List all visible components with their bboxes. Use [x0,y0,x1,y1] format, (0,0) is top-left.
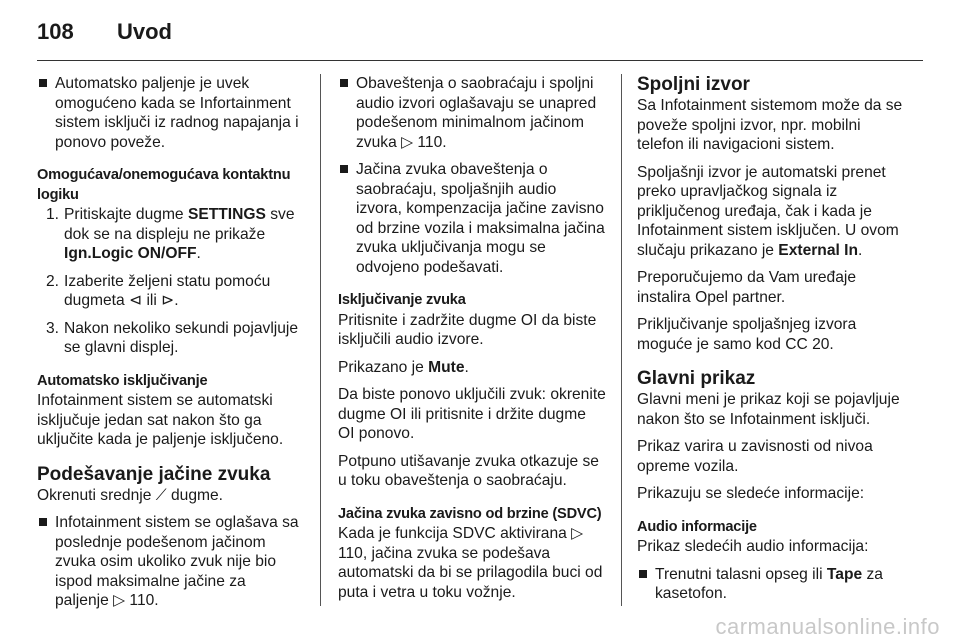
paragraph: Pritisnite i zadržite dugme OI da biste isključili audio izvore. [338,311,597,348]
subheading: Audio informacije [637,518,757,535]
paragraph: Spoljašnji izvor je automatski prenet preko upravljačkog signala iz priključenog uređaja, čak i kada je Infotainment sistem isključen. U ovom slučaju prikazano je External In. [637,163,899,259]
paragraph: Preporučujemo da Vam uređaje instalira Opel partner. [637,269,857,306]
step-item: 3. Nakon nekoliko sekundi pojavljuje se glavni displej. [46,319,299,356]
list-item: Trenutni talasni opseg ili Tape za kasetofon. [637,565,907,604]
column-2 [338,74,606,610]
subheading: Isključivanje zvuka [338,292,466,308]
paragraph: Potpuno utišavanje zvuka otkazuje se u toku obaveštenja o saobraćaju. [338,452,599,489]
column-1 [37,74,303,619]
right-arrow-icon: ⊳ [161,292,175,309]
subheading: Jačina zvuka zavisno od brzine (SDVC) [338,505,602,522]
section-heading: Spoljni izvor [637,74,750,95]
watermark: carmanualsonline.info [715,614,940,639]
paragraph: Sa Infotainment sistemom može da se poveže spoljni izvor, npr. mobilni telefon ili navigacioni sistem. [637,97,903,153]
subheading: Omogućava/onemogućava kontaktnu logiku [37,167,291,203]
chapter-title: Uvod [117,19,172,44]
step-item: 2. Izaberite željeni statu pomoću dugmeta ⊲ ili ⊳. [46,272,271,309]
paragraph: Prikaz varira u zavisnosti od nivoa opreme vozila. [637,438,873,475]
bullet-square-icon [340,79,348,87]
paragraph: Prikazuju se sledeće informacije: [637,485,865,502]
subheading: Automatsko isključivanje [37,372,208,389]
left-arrow-icon: ⊲ [129,292,143,309]
section-heading: Glavni prikaz [637,368,756,389]
column-divider [320,74,321,606]
column-divider [621,74,622,606]
column-3 [637,74,907,612]
paragraph: Infotainment sistem se automatski isključuje jedan sat nakon što ga uključite kada je paljenje isključeno. [37,392,284,448]
volume-knob-icon: ⟋ [155,486,167,504]
page-ref-icon: ▷ [571,525,584,542]
page-ref-icon: ▷ [113,592,126,609]
page-number: 108 [37,19,74,44]
paragraph: Glavni meni je prikaz koji se pojavljuje nakon što se Infotainment isključi. [637,391,900,428]
bullet-square-icon [639,570,647,578]
header-rule [37,60,923,61]
bullet-square-icon [39,79,47,87]
steps-list [37,205,303,358]
step-item: 1. Pritiskajte dugme SETTINGS sve dok se na displeju ne prikaže Ign.Logic ON/OFF. [46,206,295,262]
list-item: Automatsko paljenje je uvek omogućeno kada se Infortainment sistem isključi iz radnog napajanja i ponovo poveže. [37,74,303,152]
paragraph: Prikazano je Mute. [338,358,469,376]
list-item: Obaveštenja o saobraćaju i spoljni audio izvori oglašavaju se unapred podešenom minimalnom jačinom zvuka ▷ 110. [338,74,606,152]
paragraph: Priključivanje spoljašnjeg izvora moguće je samo kod CC 20. [637,316,857,353]
section-heading: Podešavanje jačine zvuka [37,463,271,485]
paragraph: Da biste ponovo uključili zvuk: okrenite dugme OI ili pritisnite i držite dugme OI ponovo. [338,386,606,442]
list-item: Jačina zvuka obaveštenja o saobraćaju, spoljašnjih audio izvora, kompenzacija jačine zavisno od brzine vozila i maksimalna jačina zvuka uključivanja mogu se odvojeno podešavati. [338,160,606,277]
paragraph: Kada je funkcija SDVC aktivirana ▷ 110, jačina zvuka se podešava automatski da bi se prilagodila buci od puta i vetra u toku vožnje. [338,525,603,601]
list-item: Infotainment sistem se oglašava sa poslednje podešenom jačinom zvuka osim ukoliko zvuk nije bio ispod maksimalne jačine za paljenje ▷ 110. [37,513,303,611]
paragraph: Okrenuti srednje ⟋ dugme. [37,486,224,504]
bullet-square-icon [39,518,47,526]
page-ref-icon: ▷ [401,133,414,151]
page-header [37,12,172,52]
paragraph: Prikaz sledećih audio informacija: [637,538,869,555]
bullet-square-icon [340,165,348,173]
